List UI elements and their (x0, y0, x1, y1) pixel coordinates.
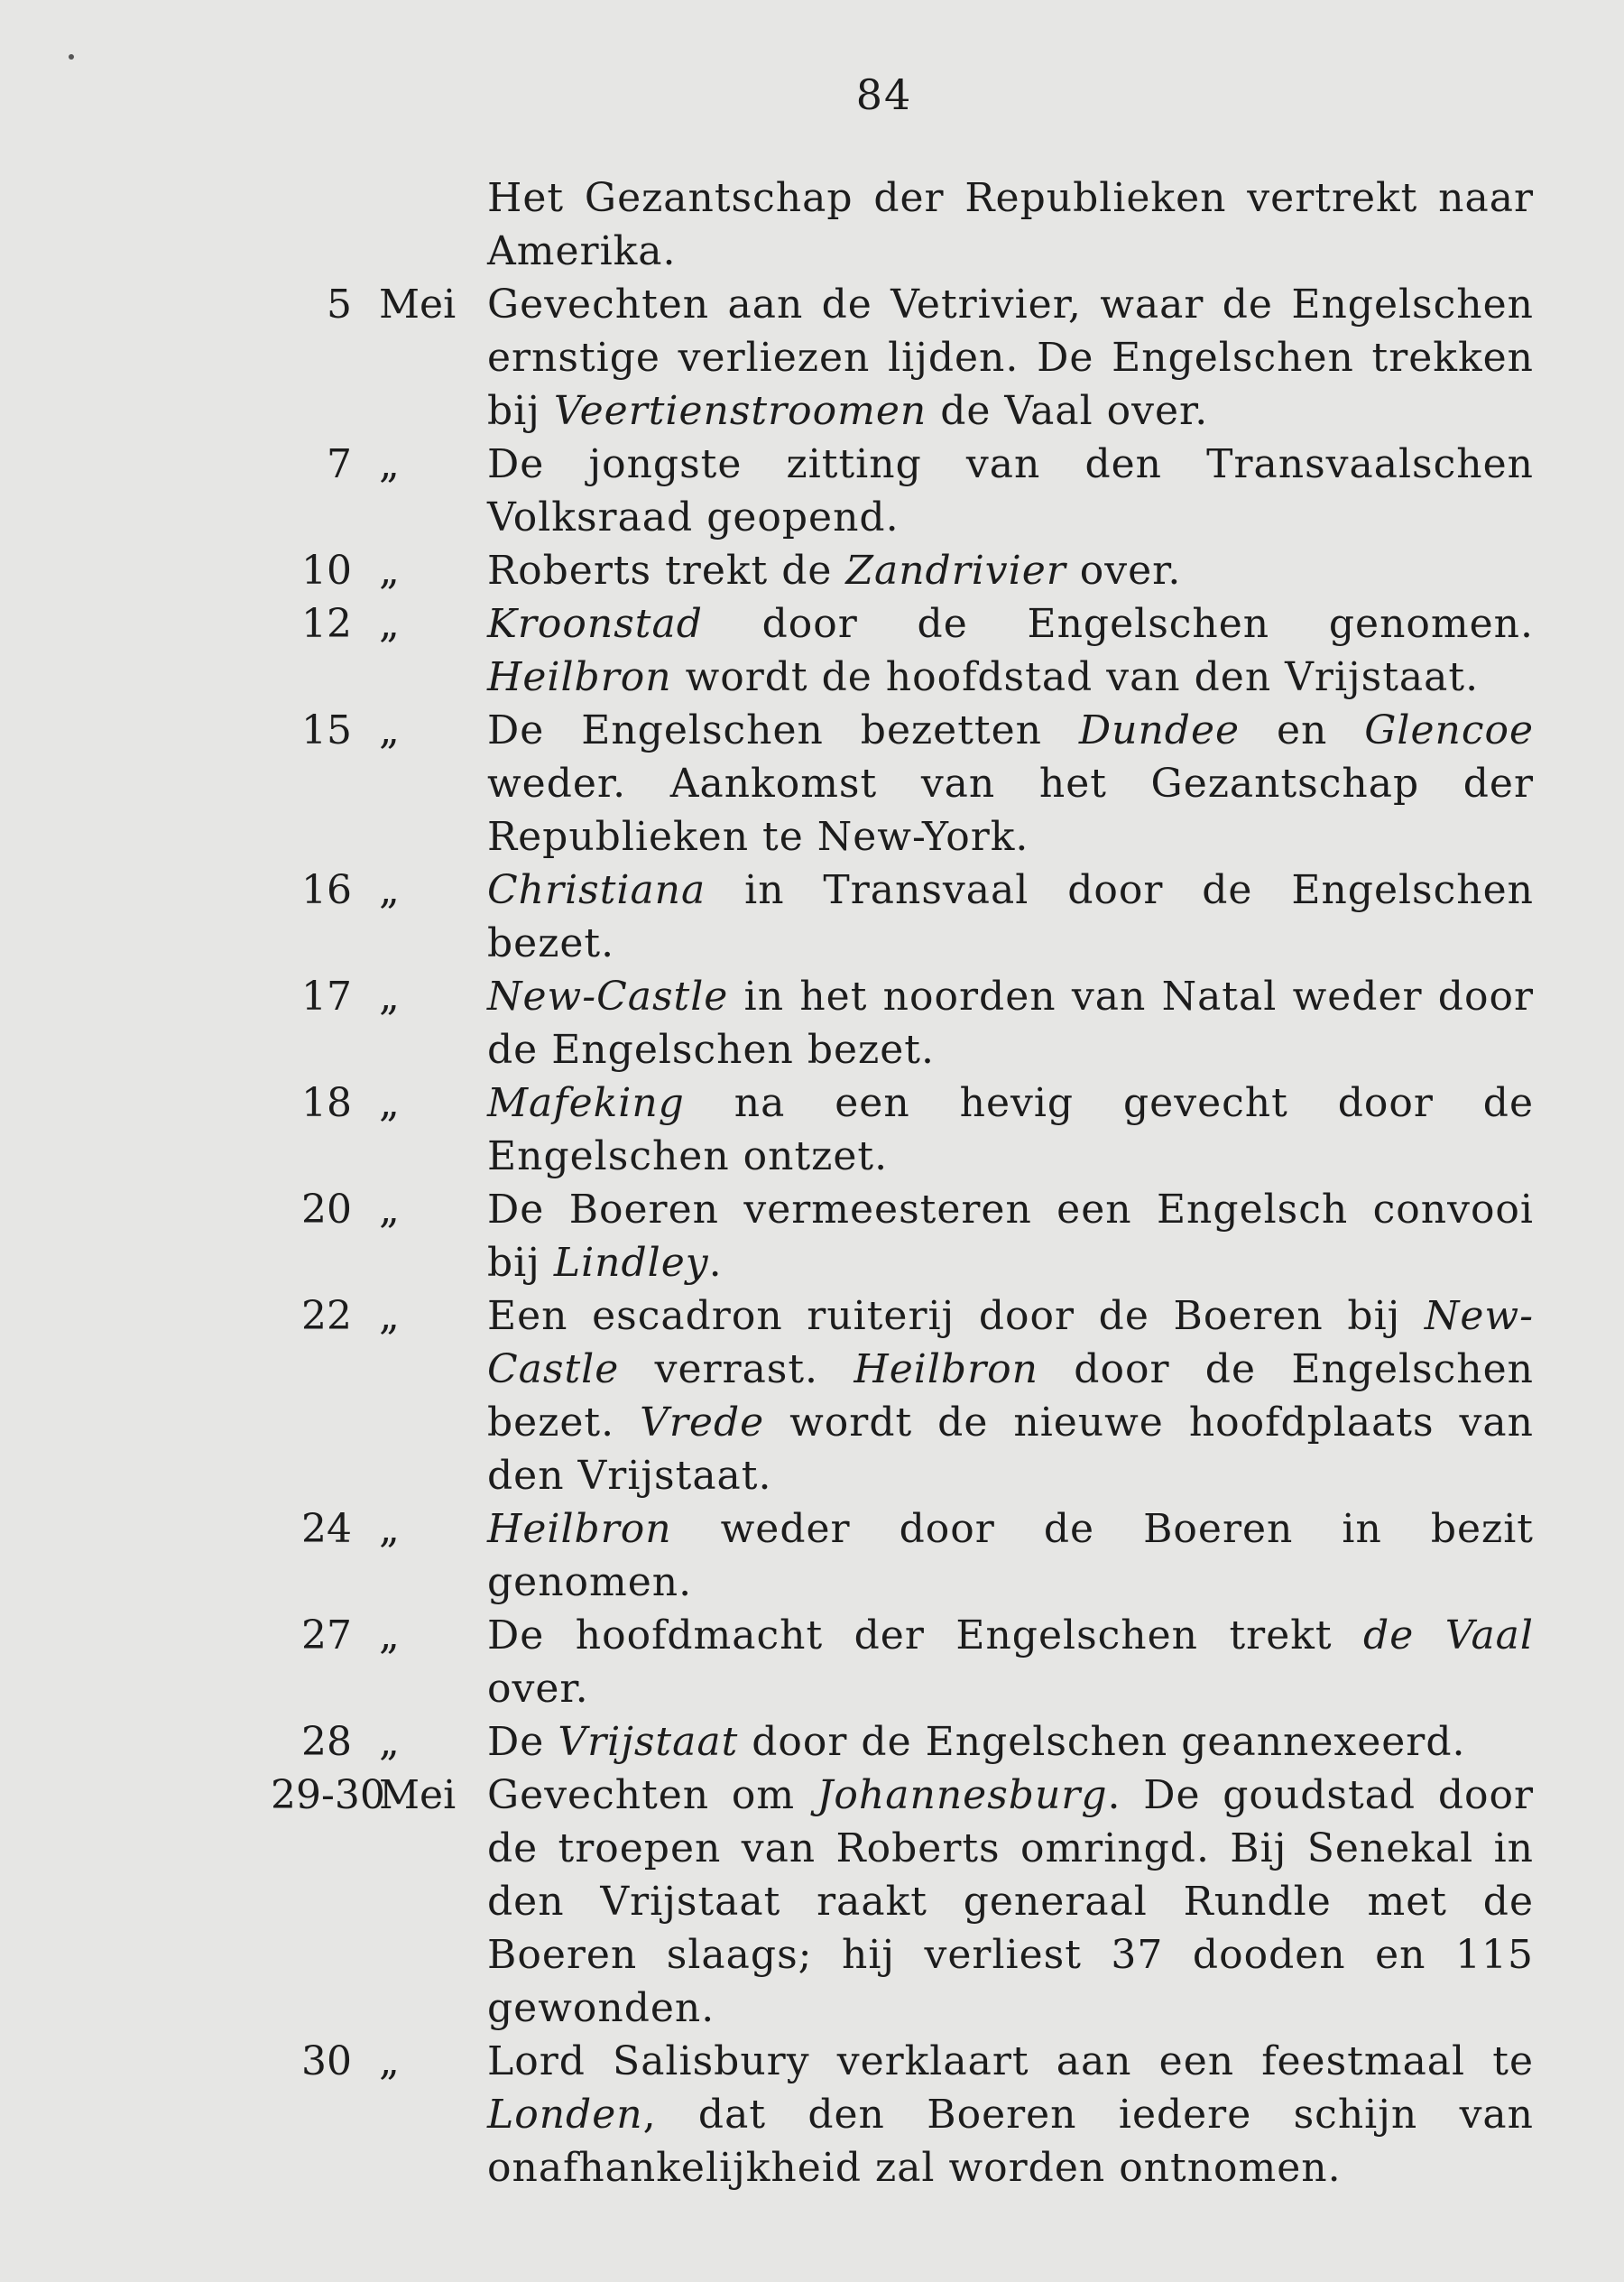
entry-day: 24 (301, 1506, 352, 1552)
ink-speck (69, 54, 74, 60)
text-segment: in het noorden van Natal weder door de Engelschen bezet. (487, 974, 1534, 1073)
italic-place-name: Zandrivier (845, 548, 1066, 594)
text-segment: De jongste zitting van den Transvaalschen Volksraad geopend. (487, 441, 1534, 540)
italic-place-name: Heilbron (487, 654, 672, 700)
entry-text (487, 1609, 1534, 1715)
text-segment: verrast. (619, 1346, 854, 1392)
chronology-entry (271, 2035, 1534, 2194)
text-segment: over. (1066, 548, 1182, 594)
entry-month: Mei (379, 1772, 457, 1818)
entry-day: 5 (327, 282, 352, 328)
entry-text (487, 171, 1534, 278)
italic-place-name: Johannesburg (817, 1772, 1108, 1818)
text-segment: Een escadron ruiterij door de Boeren bij (487, 1293, 1425, 1339)
entry-date (271, 1715, 487, 1769)
text-segment: wordt de hoofdstad van den Vrijstaat. (671, 654, 1480, 700)
chronology-entry (271, 278, 1534, 438)
entry-text (487, 1183, 1534, 1289)
italic-place-name: Heilbron (487, 1506, 672, 1552)
text-segment: door de Engelschen bezet. (487, 1346, 1534, 1446)
text-segment: . De goudstad door de troepen van Roberts omringd. Bij Senekal in den Vrijstaat raakt generaal Rundle met de Boeren slaags; hij verliest 37 dooden en 115 gewonden. (487, 1772, 1534, 2031)
italic-place-name: Christiana (487, 867, 706, 913)
chronology-entry (271, 171, 1534, 278)
entry-date (271, 544, 487, 597)
entry-text (487, 704, 1534, 864)
entry-date (271, 1769, 487, 2035)
entry-month: „ (379, 867, 400, 913)
chronology-entry (271, 1183, 1534, 1289)
entry-text (487, 1715, 1534, 1769)
text-segment: De hoofdmacht der Engelschen trekt (487, 1612, 1364, 1658)
entry-date (271, 704, 487, 864)
chronology-entry (271, 544, 1534, 597)
entry-month: Mei (379, 282, 457, 328)
chronology-entry (271, 704, 1534, 864)
entry-date (271, 438, 487, 544)
entry-text (487, 1076, 1534, 1183)
entry-month: „ (379, 974, 400, 1020)
text-segment: Het Gezantschap der Republieken vertrekt naar Amerika. (487, 175, 1534, 274)
entry-date (271, 1609, 487, 1715)
italic-place-name: Mafeking (487, 1080, 685, 1126)
entry-month: „ (379, 601, 400, 647)
chronology-entry (271, 1715, 1534, 1769)
entry-date (271, 864, 487, 970)
text-segment: Gevechten om (487, 1772, 817, 1818)
entry-day: 22 (301, 1293, 352, 1339)
entry-month: „ (379, 1612, 400, 1658)
entry-day: 12 (301, 601, 352, 647)
entry-text (487, 970, 1534, 1076)
entry-date (271, 1183, 487, 1289)
italic-place-name: Veertienstroomen (553, 388, 927, 434)
entry-date (271, 171, 487, 278)
entry-day: 15 (301, 707, 352, 753)
text-segment: weder. Aankomst van het Gezantschap der Republieken te New-York. (487, 761, 1534, 860)
page-number: 84 (855, 70, 913, 119)
entry-date (271, 278, 487, 438)
italic-place-name: New-Castle (487, 974, 729, 1020)
chronology-entry (271, 1769, 1534, 2035)
text-segment: , dat den Boeren iedere schijn van onafhankelijkheid zal worden ontnomen. (487, 2092, 1534, 2191)
text-segment: door de Engelschen genomen. (702, 601, 1534, 647)
italic-place-name: Vrede (640, 1400, 765, 1446)
chronology-entry (271, 970, 1534, 1076)
entry-text (487, 1769, 1534, 2035)
chronology-entry (271, 1289, 1534, 1502)
entry-date (271, 1076, 487, 1183)
entry-text (487, 544, 1534, 597)
text-segment: over. (487, 1666, 589, 1712)
text-segment: weder door de Boeren in bezit genomen. (487, 1506, 1534, 1605)
entry-text (487, 1502, 1534, 1609)
entry-month: „ (379, 1293, 400, 1339)
italic-place-name: Lindley (553, 1240, 709, 1286)
entry-month: „ (379, 707, 400, 753)
entry-month: „ (379, 1080, 400, 1126)
text-segment: Roberts trekt de (487, 548, 846, 594)
entry-date (271, 1502, 487, 1609)
chronology-entry (271, 1609, 1534, 1715)
entry-day: 27 (301, 1612, 352, 1658)
entry-text (487, 1289, 1534, 1502)
chronology-list (271, 171, 1534, 2194)
text-segment: na een hevig gevecht door de Engelschen ontzet. (487, 1080, 1534, 1179)
italic-place-name: Dundee (1078, 707, 1241, 753)
entry-day: 29-30 (271, 1772, 385, 1818)
text-segment: Lord Salisbury verklaart aan een feestmaal te (487, 2038, 1534, 2084)
italic-place-name: Londen (487, 2092, 643, 2138)
italic-place-name: Glencoe (1364, 707, 1534, 753)
entry-day: 10 (301, 548, 352, 594)
text-segment: in Transvaal door de Engelschen bezet. (487, 867, 1534, 966)
entry-day: 30 (301, 2038, 352, 2084)
entry-month: „ (379, 1719, 400, 1765)
italic-place-name: Kroonstad (487, 601, 703, 647)
entry-text (487, 278, 1534, 438)
entry-date (271, 597, 487, 704)
text-segment: de Vaal over. (927, 388, 1209, 434)
chronology-entry (271, 864, 1534, 970)
chronology-entry (271, 1502, 1534, 1609)
text-segment: De (487, 1719, 558, 1765)
text-segment: De Boeren vermeesteren een Engelsch convooi bij (487, 1187, 1534, 1286)
entry-day: 16 (301, 867, 352, 913)
text-segment: wordt de nieuwe hoofdplaats van den Vrijstaat. (487, 1400, 1534, 1499)
italic-place-name: Heilbron (854, 1346, 1038, 1392)
entry-date (271, 2035, 487, 2194)
chronology-entry (271, 1076, 1534, 1183)
chronology-entry (271, 438, 1534, 544)
text-segment: Gevechten aan de Vetrivier, waar de Engelschen ernstige verliezen lijden. De Engelschen trekken bij (487, 282, 1534, 434)
italic-place-name: Vrijstaat (558, 1719, 739, 1765)
entry-text (487, 864, 1534, 970)
entry-month: „ (379, 1506, 400, 1552)
text-segment: door de Engelschen geannexeerd. (738, 1719, 1466, 1765)
text-segment: en (1240, 707, 1365, 753)
entry-day: 18 (301, 1080, 352, 1126)
entry-day: 28 (301, 1719, 352, 1765)
entry-text (487, 597, 1534, 704)
entry-date (271, 1289, 487, 1502)
entry-month: „ (379, 441, 400, 487)
text-segment: De Engelschen bezetten (487, 707, 1079, 753)
entry-text (487, 2035, 1534, 2194)
entry-day: 7 (327, 441, 352, 487)
entry-date (271, 970, 487, 1076)
entry-month: „ (379, 548, 400, 594)
text-segment: . (708, 1240, 723, 1286)
entry-month: „ (379, 1187, 400, 1233)
entry-day: 20 (301, 1187, 352, 1233)
entry-day: 17 (301, 974, 352, 1020)
entry-text (487, 438, 1534, 544)
italic-place-name: New-Castle (487, 1293, 1534, 1392)
chronology-entry (271, 597, 1534, 704)
entry-month: „ (379, 2038, 400, 2084)
italic-place-name: de Vaal (1363, 1612, 1534, 1658)
